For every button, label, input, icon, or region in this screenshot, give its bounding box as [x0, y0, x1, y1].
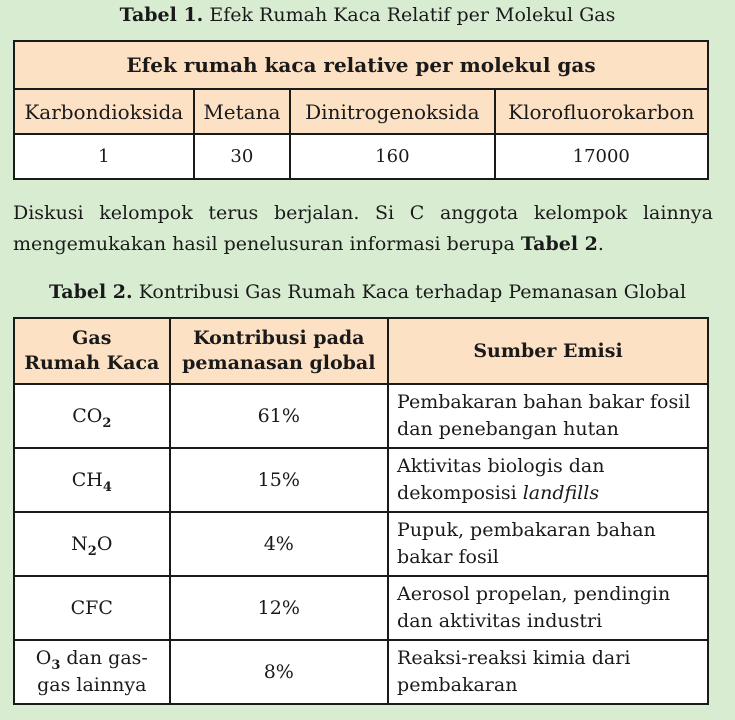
table1-value-klorofluorokarbon: 17000 [495, 134, 708, 179]
table-row [14, 384, 708, 448]
table1-value-metana: 30 [194, 134, 291, 179]
table2-header-gas-line2: Rumah Kaca [24, 352, 160, 374]
source-line2-text: dekomposisi [397, 482, 523, 504]
gas-formula-subscript: 3 [51, 658, 61, 673]
gas-cell [14, 512, 170, 576]
gas-cell [14, 640, 170, 704]
table1-col-dinitrogenoksida: Dinitrogenoksida [290, 89, 494, 134]
table2-caption-text: Kontribusi Gas Rumah Kaca terhadap Pemanasan Global [132, 281, 687, 303]
source-line2-italic: landfills [522, 482, 600, 504]
table2-caption [0, 280, 735, 304]
table1-caption [0, 3, 735, 27]
source-cell [388, 512, 708, 576]
source-cell [388, 640, 708, 704]
gas-formula-subscript: 4 [102, 479, 112, 495]
source-line2: dan penebangan hutan [397, 418, 619, 440]
discussion-paragraph [13, 198, 713, 260]
source-cell [388, 576, 708, 640]
contribution-cell: 15% [170, 448, 388, 512]
source-cell [388, 384, 708, 448]
table2-header-gas [14, 318, 170, 384]
contribution-cell: 8% [170, 640, 388, 704]
gas-formula-rest: O [96, 532, 113, 555]
gas-formula-base: CO [72, 404, 103, 427]
contribution-cell: 12% [170, 576, 388, 640]
paragraph-line2-text: mengemukakan hasil penelusuran informasi berupa [13, 233, 521, 255]
table2-header-source: Sumber Emisi [388, 318, 708, 384]
table1-col-metana: Metana [194, 89, 291, 134]
source-line1: Pembakaran bahan bakar fosil [397, 391, 691, 413]
contribution-cell: 4% [170, 512, 388, 576]
gas-line2: gas lainnya [37, 674, 147, 696]
gas-formula-base: N [71, 532, 88, 555]
source-line2: bakar fosil [397, 546, 499, 568]
source-line1: Pupuk, pembakaran bahan [397, 519, 656, 541]
table1-header: Efek rumah kaca relative per molekul gas [14, 41, 708, 89]
table1-caption-label: Tabel 1. [119, 4, 204, 26]
table2-header-contribution-line1: Kontribusi pada [193, 327, 365, 349]
table1-col-klorofluorokarbon: Klorofluorokarbon [495, 89, 708, 134]
gas-formula-rest: dan gas- [60, 647, 148, 669]
contribution-cell: 61% [170, 384, 388, 448]
gas-cell [14, 448, 170, 512]
source-line1: Reaksi-reaksi kimia dari [397, 647, 631, 669]
table2-header-contribution [170, 318, 388, 384]
gas-formula-base: O [35, 647, 52, 669]
table2-caption-label: Tabel 2. [48, 281, 133, 303]
source-line2: pembakaran [397, 674, 518, 696]
gas-formula-base: CFC [70, 596, 113, 619]
gas-cell [14, 576, 170, 640]
gas-formula-base: CH [71, 468, 103, 491]
source-line1: Aerosol propelan, pendingin [397, 583, 671, 605]
source-line1: Aktivitas biologis dan [397, 455, 605, 477]
table1-value-dinitrogenoksida: 160 [290, 134, 494, 179]
table-row [14, 512, 708, 576]
table1-col-karbondioksida: Karbondioksida [14, 89, 194, 134]
paragraph-line2-end: . [597, 233, 604, 255]
table1-value-karbondioksida: 1 [14, 134, 194, 179]
source-line2: dan aktivitas industri [397, 610, 603, 632]
table-row [14, 576, 708, 640]
source-cell [388, 448, 708, 512]
table2-header-gas-line1: Gas [72, 327, 112, 349]
gas-formula-subscript: 2 [102, 415, 112, 431]
table1 [13, 40, 709, 180]
table-row [14, 640, 708, 704]
paragraph-line2-bold: Tabel 2 [520, 233, 598, 255]
paragraph-line1: Diskusi kelompok terus berjalan. Si C anggota kelompok lainnya [13, 202, 713, 224]
table2 [13, 317, 709, 705]
gas-cell [14, 384, 170, 448]
table1-caption-text: Efek Rumah Kaca Relatif per Molekul Gas [203, 4, 616, 26]
gas-formula-subscript: 2 [87, 543, 97, 559]
table-row [14, 448, 708, 512]
table2-header-contribution-line2: pemanasan global [182, 352, 376, 374]
